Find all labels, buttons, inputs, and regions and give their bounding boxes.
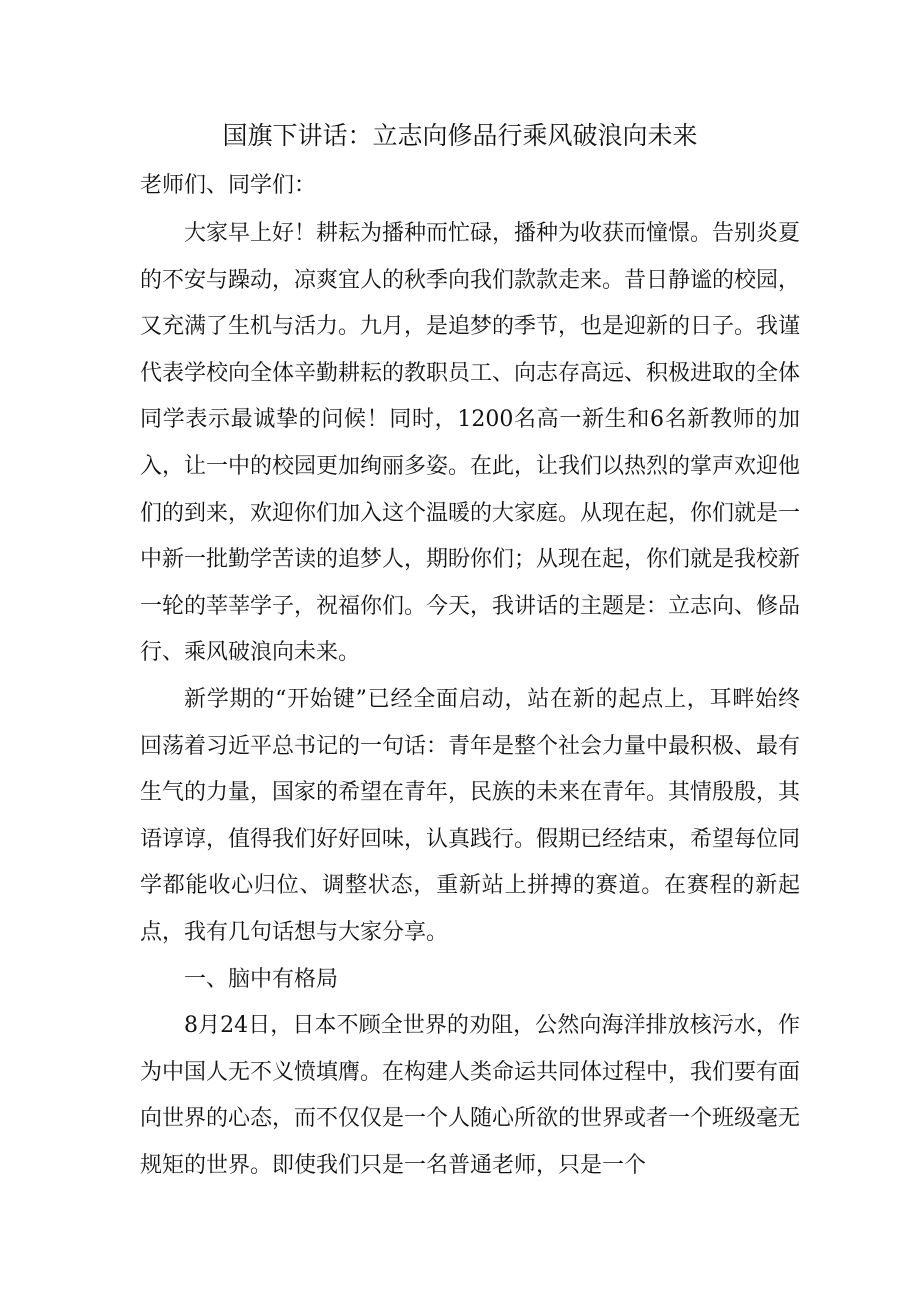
- page-title: 国旗下讲话：立志向修品行乘风破浪向未来: [222, 121, 698, 150]
- section-heading: 一、脑中有格局: [184, 966, 339, 992]
- paragraph-section-one: 8月24日，日本不顾全世界的劝阻，公然向海洋排放核污水，作为中国人无不义愤填膺。在构建人类命运共同体过程中，我们要有面向世界的心态，而不仅仅是一个人随心所欲的世界或者一个班级毫无规矩的世界。即使我们只是一名普通老师，只是一个: [140, 1013, 801, 1178]
- paragraph-new-semester: 新学期的“开始键”已经全面启动，站在新的起点上，耳畔始终回荡着习近平总书记的一句话：青年是整个社会力量中最积极、最有生气的力量，国家的希望在青年，民族的未来在青年。其情殷殷，其语谆谆，值得我们好好回味，认真践行。假期已经结束，希望每位同学都能收心归位、调整状态，重新站上拼搏的赛道。在赛程的新起点，我有几句话想与大家分享。: [140, 686, 801, 945]
- document-body: [140, 211, 800, 1189]
- greeting-line: 老师们、同学们：: [140, 173, 317, 198]
- paragraph-opening: 大家早上好！耕耘为播种而忙碌，播种为收获而憧憬。告别炎夏的不安与躁动，凉爽宜人的秋季向我们款款走来。昔日静谧的校园，又充满了生机与活力。九月，是追梦的季节，也是迎新的日子。我谨代表学校向全体辛勤耕耘的教职员工、向志存高远、积极进取的全体同学表示最诚挚的问候！同时，1200名高一新生和6名新教师的加入，让一中的校园更加绚丽多姿。在此，让我们以热烈的掌声欢迎他们的到来，欢迎你们加入这个温暖的大家庭。从现在起，你们就是一中新一批勤学苦读的追梦人，期盼你们；从现在起，你们就是我校新一轮的莘莘学子，祝福你们。今天，我讲话的主题是：立志向、修品行、乘风破浪向未来。: [140, 221, 801, 666]
